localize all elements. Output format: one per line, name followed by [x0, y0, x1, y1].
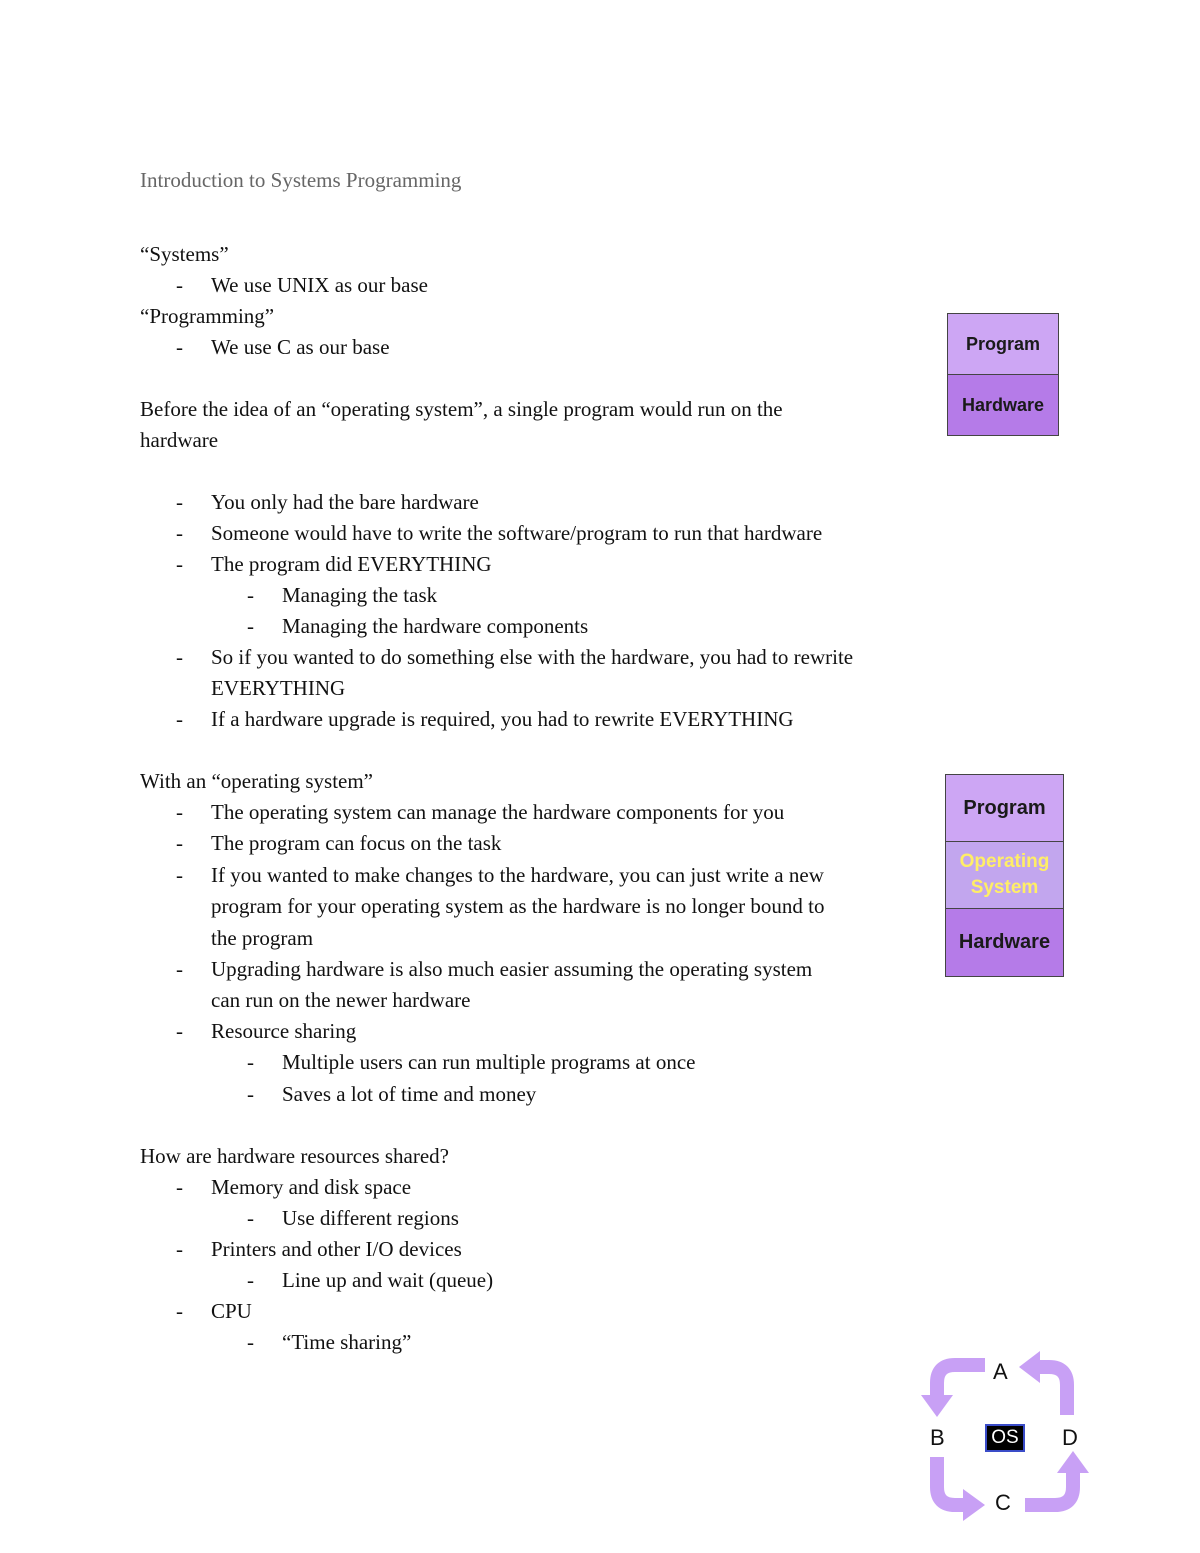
list-item: Memory and disk space — [211, 1175, 412, 1199]
cycle-label-d: D — [1062, 1425, 1078, 1450]
bullet-dash: - — [176, 335, 183, 359]
bullet-dash: - — [176, 552, 183, 576]
sub-list-item: Line up and wait (queue) — [282, 1268, 494, 1292]
bullet-dash: - — [176, 645, 183, 669]
arrowhead — [1019, 1351, 1040, 1383]
list-item-continuation: can run on the newer hardware — [211, 988, 471, 1012]
how-shared-heading: How are hardware resources shared? — [140, 1144, 450, 1168]
list-item: The program can focus on the task — [211, 831, 502, 855]
list-item: We use UNIX as our base — [211, 273, 428, 297]
bullet-dash: - — [176, 1175, 183, 1199]
list-item: Someone would have to write the software/program to run that hardware — [211, 521, 823, 545]
sub-list-item: Managing the hardware components — [282, 614, 589, 638]
os-label-line2: System — [970, 877, 1039, 898]
bullet-dash: - — [247, 1330, 254, 1354]
bullet-dash: - — [176, 490, 183, 514]
arrow-b-to-c — [937, 1457, 963, 1505]
cycle-label-c: C — [995, 1490, 1011, 1515]
bullet-dash: - — [176, 863, 183, 887]
list-item: CPU — [211, 1299, 252, 1323]
operating-system-layer — [946, 842, 1063, 909]
bullet-dash: - — [176, 957, 183, 981]
programming-heading: “Programming” — [140, 304, 275, 328]
hardware-layer: Hardware — [948, 375, 1058, 435]
bullet-dash: - — [247, 1082, 254, 1106]
program-hardware-stack — [947, 313, 1059, 436]
before-paragraph-line: Before the idea of an “operating system”, a single program would run on the — [140, 397, 783, 421]
sub-list-item: “Time sharing” — [282, 1330, 412, 1354]
bullet-dash: - — [176, 1299, 183, 1323]
arrowhead — [963, 1489, 985, 1521]
list-item: The program did EVERYTHING — [211, 552, 492, 576]
sub-list-item: Saves a lot of time and money — [282, 1082, 537, 1106]
cycle-label-b: B — [930, 1425, 945, 1450]
bullet-dash: - — [176, 521, 183, 545]
sub-list-item: Use different regions — [282, 1206, 459, 1230]
arrow-c-to-d — [1025, 1473, 1073, 1505]
hardware-layer: Hardware — [946, 909, 1063, 976]
sub-list-item: Multiple users can run multiple programs at once — [282, 1050, 696, 1074]
list-item-continuation: program for your operating system as the hardware is no longer bound to — [211, 894, 825, 918]
bullet-dash: - — [176, 1237, 183, 1261]
list-item-continuation: the program — [211, 926, 314, 950]
os-center-box: OS — [985, 1424, 1025, 1452]
bullet-dash: - — [247, 1268, 254, 1292]
arrow-d-to-a — [1040, 1367, 1067, 1415]
bullet-dash: - — [247, 583, 254, 607]
arrowhead — [921, 1395, 953, 1417]
os-label-line1: Operating — [959, 851, 1050, 872]
program-os-hardware-stack — [945, 774, 1064, 977]
list-item: Resource sharing — [211, 1019, 357, 1043]
program-layer: Program — [948, 314, 1058, 375]
list-item: We use C as our base — [211, 335, 390, 359]
bullet-dash: - — [176, 800, 183, 824]
list-item: Upgrading hardware is also much easier assuming the operating system — [211, 957, 813, 981]
systems-heading: “Systems” — [140, 242, 229, 266]
bullet-dash: - — [247, 1206, 254, 1230]
arrow-a-to-b — [937, 1365, 985, 1395]
list-item: You only had the bare hardware — [211, 490, 479, 514]
bullet-dash: - — [176, 831, 183, 855]
list-item: The operating system can manage the hardware components for you — [211, 800, 785, 824]
list-item: Printers and other I/O devices — [211, 1237, 462, 1261]
arrowhead — [1057, 1451, 1089, 1473]
bullet-dash: - — [176, 707, 183, 731]
bullet-dash: - — [247, 614, 254, 638]
list-item-continuation: EVERYTHING — [211, 676, 346, 700]
sub-list-item: Managing the task — [282, 583, 438, 607]
bullet-dash: - — [176, 273, 183, 297]
list-item: So if you wanted to do something else with the hardware, you had to rewrite — [211, 645, 854, 669]
list-item: If a hardware upgrade is required, you had to rewrite EVERYTHING — [211, 707, 794, 731]
page-title: Introduction to Systems Programming — [140, 168, 462, 192]
cycle-label-a: A — [993, 1359, 1008, 1384]
with-os-heading: With an “operating system” — [140, 769, 373, 793]
list-item: If you wanted to make changes to the hardware, you can just write a new — [211, 863, 824, 887]
bullet-dash: - — [247, 1050, 254, 1074]
before-paragraph-line: hardware — [140, 428, 219, 452]
program-layer: Program — [946, 775, 1063, 842]
bullet-dash: - — [176, 1019, 183, 1043]
